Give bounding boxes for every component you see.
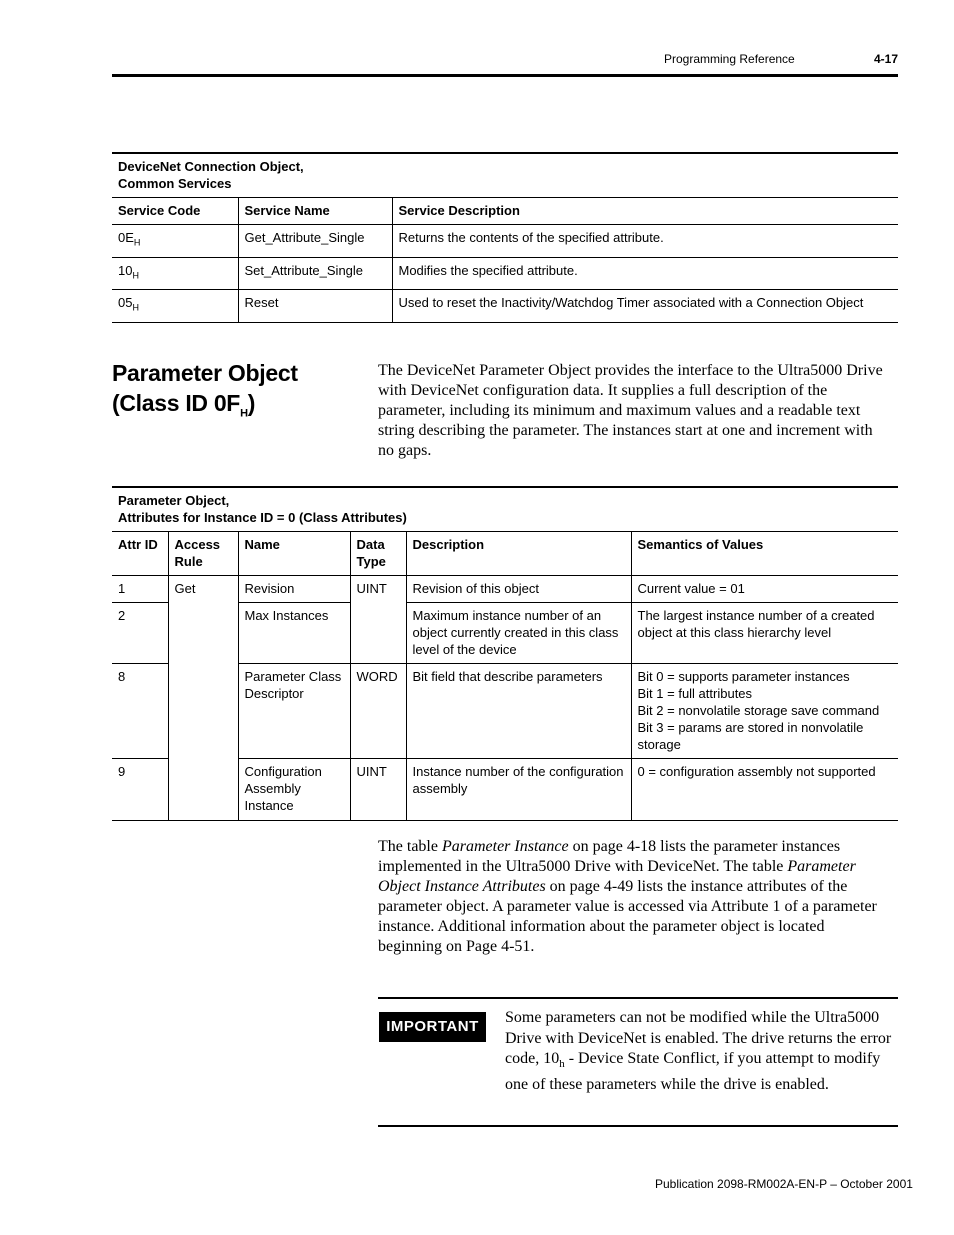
column-header: Service Name [238,198,392,225]
table-header-row [112,532,898,576]
table-row [112,225,898,258]
service-name: Set_Attribute_Single [238,257,392,290]
attr-id: 2 [112,603,168,664]
table-row [112,257,898,290]
column-header: Name [238,532,350,576]
important-badge: IMPORTANT [379,1012,486,1042]
table-caption: DeviceNet Connection Object, Common Services [112,153,898,198]
important-rule-top [378,997,898,999]
running-header: Programming Reference [664,52,795,66]
attr-semantics: Bit 0 = supports parameter instances Bit 1 = full attributes Bit 2 = nonvolatile storage save command Bit 3 = params are stored in nonvolatile storage [631,664,898,759]
service-description: Used to reset the Inactivity/Watchdog Timer associated with a Connection Object [392,290,898,323]
column-header: Attr ID [112,532,168,576]
attr-semantics: The largest instance number of a created object at this class hierarchy level [631,603,898,664]
attr-id: 9 [112,759,168,821]
attr-id: 8 [112,664,168,759]
attr-semantics: Current value = 01 [631,576,898,603]
attr-id: 1 [112,576,168,603]
access-rule: Get [168,576,238,821]
important-text: Some parameters can not be modified while the Ultra5000 Drive with DeviceNet is enabled. The drive returns the error code, $10_h$ - Device State Conflict, if you attempt to modify one of these parameters while the drive is enabled. [505,1009,892,1093]
attr-description: Bit field that describe parameters [406,664,631,759]
column-header: Service Description [392,198,898,225]
table-row [112,290,898,323]
reference-paragraph: The table Parameter Instance on page 4-18 lists the parameter instances implemented in the Ultra5000 Drive with DeviceNet. The table Parameter Object Instance Attributes on page 4-49 lists the instance attributes of the parameter object. A parameter value is accessed via Attribute 1 of a parameter instance. Additional information about the parameter object is located beginning on Page 4-51. [378,838,877,955]
publication-footer: Publication 2098-RM002A-EN-P – October 2001 [655,1177,913,1191]
table-caption: Parameter Object, Attributes for Instance ID = 0 (Class Attributes) [112,487,898,532]
service-name: Get_Attribute_Single [238,225,392,258]
important-rule-bottom [378,1125,898,1127]
table-reference: Parameter Instance [441,838,569,855]
connection-services-table [112,152,898,323]
service-description: Modifies the specified attribute. [392,257,898,290]
intro-paragraph: The DeviceNet Parameter Object provides the interface to the Ultra5000 Drive with DeviceNet configuration data. It supplies a full description of the parameter, including its minimum and maximum values and a readable text string describing the parameter. The instances start at one and increment with no gaps. [378,362,883,459]
attr-name: Revision [238,576,350,603]
service-code: $10_H$ [112,257,238,290]
attr-name: Max Instances [238,603,350,664]
section-title: Parameter Object (Class ID $0F_H$) [112,360,298,420]
service-code: $05_H$ [112,290,238,323]
attr-semantics: 0 = configuration assembly not supported [631,759,898,821]
column-header: Description [406,532,631,576]
attr-description: Maximum instance number of an object currently created in this class level of the device [406,603,631,664]
class-attributes-table [112,486,898,821]
service-name: Reset [238,290,392,323]
attr-description: Revision of this object [406,576,631,603]
column-header: Service Code [112,198,238,225]
header-rule [112,74,898,77]
table-header-row [112,198,898,225]
page-number: 4-17 [874,52,899,66]
table-row [112,576,898,603]
data-type: UINT [350,576,406,664]
data-type: WORD [350,664,406,759]
service-code: $0E_H$ [112,225,238,258]
column-header: Data Type [350,532,406,576]
attr-name: Configuration Assembly Instance [238,759,350,821]
service-description: Returns the contents of the specified attribute. [392,225,898,258]
attr-name: Parameter Class Descriptor [238,664,350,759]
column-header: Semantics of Values [631,532,898,576]
attr-description: Instance number of the configuration assembly [406,759,631,821]
table-reference: Parameter Object Instance Attributes [378,858,856,895]
column-header: Access Rule [168,532,238,576]
data-type: UINT [350,759,406,821]
